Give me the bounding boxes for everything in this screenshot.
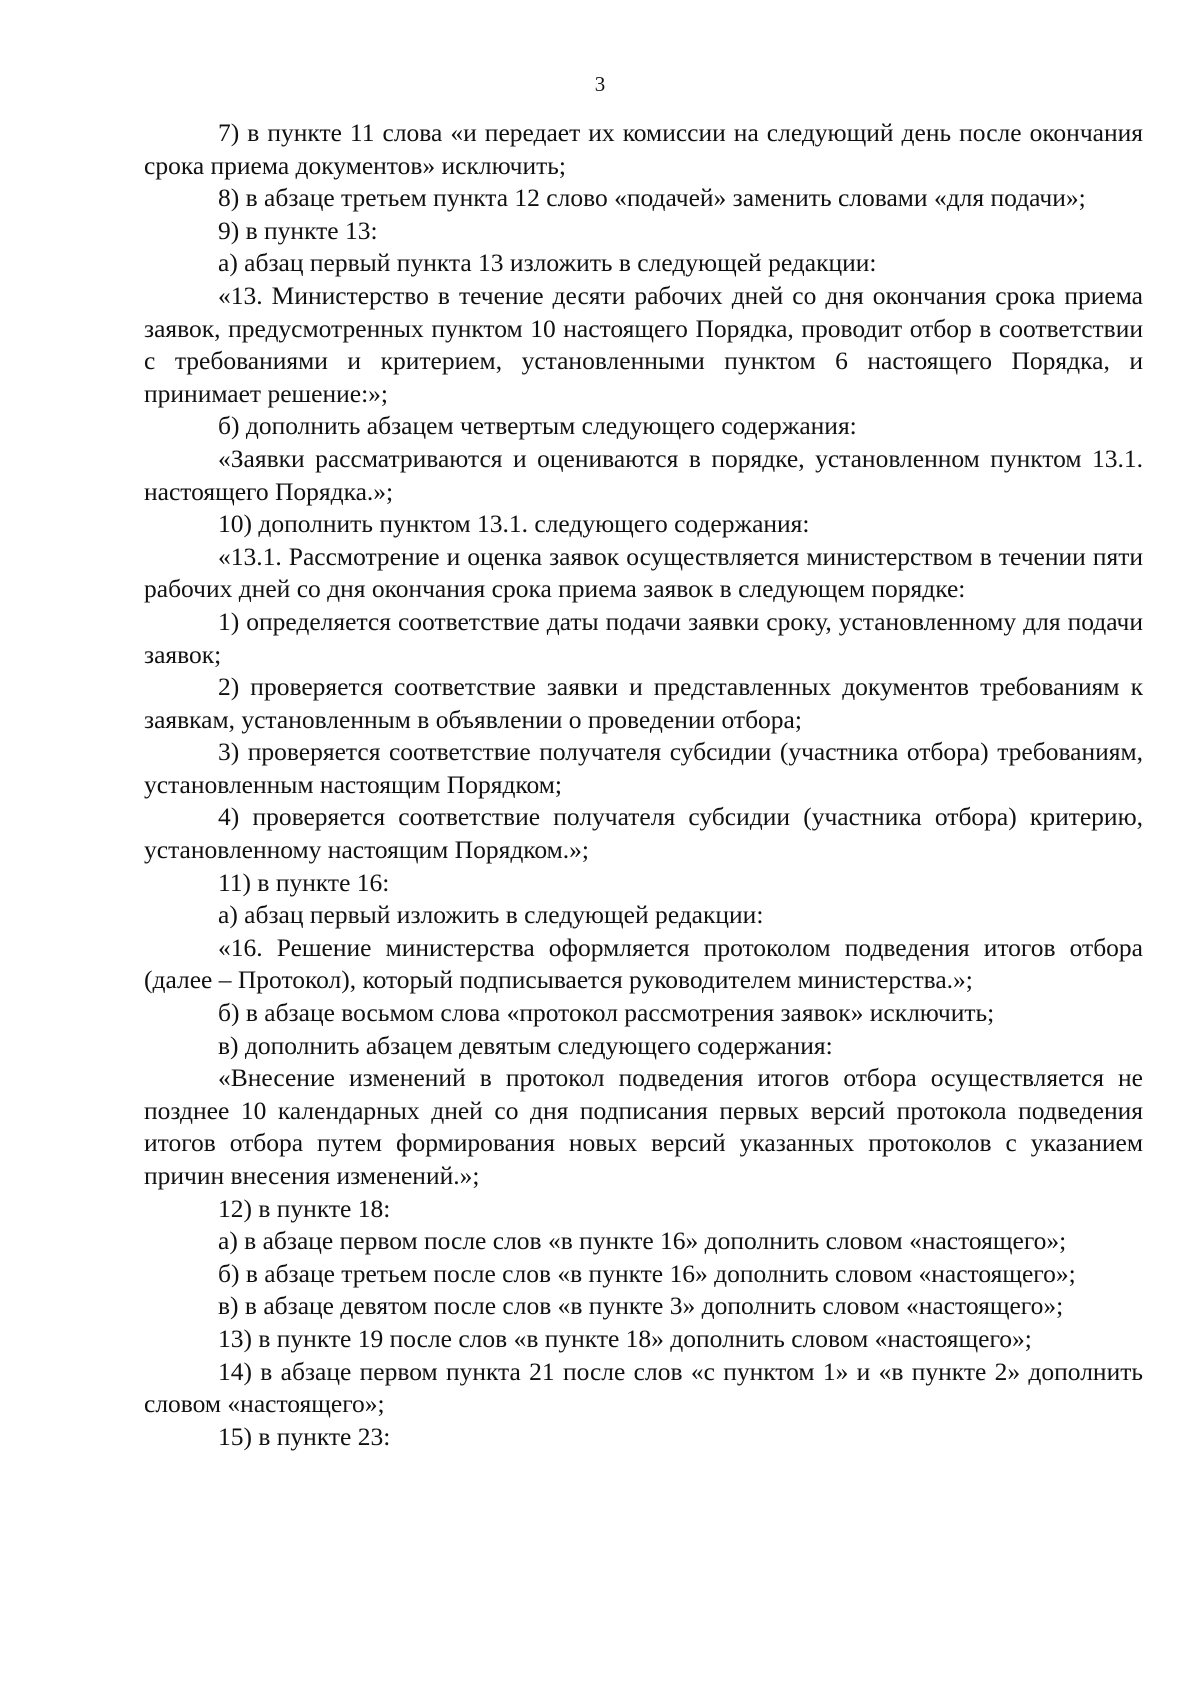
paragraph: 7) в пункте 11 слова «и передает их комиссии на следующий день после окончания срока приема документов» исключить; [144,118,1143,180]
paragraph: 2) проверяется соответствие заявки и представленных документов требованиям к заявкам, установленным в объявлении о проведении отбора; [144,672,1143,734]
paragraph: б) в абзаце третьем после слов «в пункте 16» дополнить словом «настоящего»; [218,1258,1076,1288]
paragraph: «Внесение изменений в протокол подведения итогов отбора осуществляется не позднее 10 календарных дней со дня подписания первых версий протокола подведения итогов отбора путем формирования новых версий указанных протоколов с указанием причин внесения изменений.»; [144,1063,1143,1190]
paragraph: 10) дополнить пунктом 13.1. следующего содержания: [218,509,810,539]
paragraph: в) дополнить абзацем девятым следующего содержания: [218,1030,833,1060]
paragraph: 15) в пункте 23: [218,1421,391,1451]
paragraph: «Заявки рассматриваются и оцениваются в порядке, установленном пунктом 13.1. настоящего Порядка.»; [144,443,1143,506]
paragraph: а) в абзаце первом после слов «в пункте 16» дополнить словом «настоящего»; [218,1226,1067,1256]
paragraph: 8) в абзаце третьем пункта 12 слово «подачей» заменить словами «для подачи»; [218,183,1086,213]
paragraph: «13.1. Рассмотрение и оценка заявок осуществляется министерством в течении пяти рабочих дней со дня окончания срока приема заявок в следующем порядке: [144,541,1143,604]
paragraph: 11) в пункте 16: [218,867,390,897]
paragraph: 14) в абзаце первом пункта 21 после слов «с пунктом 1» и «в пункте 2» дополнить словом «настоящего»; [144,1356,1143,1419]
paragraph: 1) определяется соответствие даты подачи заявки сроку, установленному для подачи заявок; [144,606,1143,669]
paragraph: «16. Решение министерства оформляется протоколом подведения итогов отбора (далее – Протокол), который подписывается руководителем министерства.»; [144,932,1143,995]
paragraph: в) в абзаце девятом после слов «в пункте 3» дополнить словом «настоящего»; [218,1291,1064,1321]
paragraph: а) абзац первый пункта 13 изложить в следующей редакции: [218,248,877,278]
document-body [144,117,1143,1453]
paragraph: 4) проверяется соответствие получателя субсидии (участника отбора) критерию, установленному настоящим Порядком.»; [144,802,1143,865]
paragraph: б) дополнить абзацем четвертым следующего содержания: [218,411,857,441]
paragraph: 12) в пункте 18: [218,1193,391,1223]
paragraph: б) в абзаце восьмом слова «протокол рассмотрения заявок» исключить; [218,998,995,1028]
paragraph: а) абзац первый изложить в следующей редакции: [218,900,764,930]
paragraph: 3) проверяется соответствие получателя субсидии (участника отбора) требованиям, установленным настоящим Порядком; [144,737,1143,799]
paragraph: 9) в пункте 13: [218,215,378,245]
paragraph: 13) в пункте 19 после слов «в пункте 18» дополнить словом «настоящего»; [218,1323,1032,1353]
paragraph: «13. Министерство в течение десяти рабочих дней со дня окончания срока приема заявок, предусмотренных пунктом 10 настоящего Порядка, проводит отбор в соответствии с требованиями и критерием, установленными пунктом 6 настоящего Порядка, и принимает решение:»; [144,280,1143,408]
page-number: 3 [594,72,606,96]
